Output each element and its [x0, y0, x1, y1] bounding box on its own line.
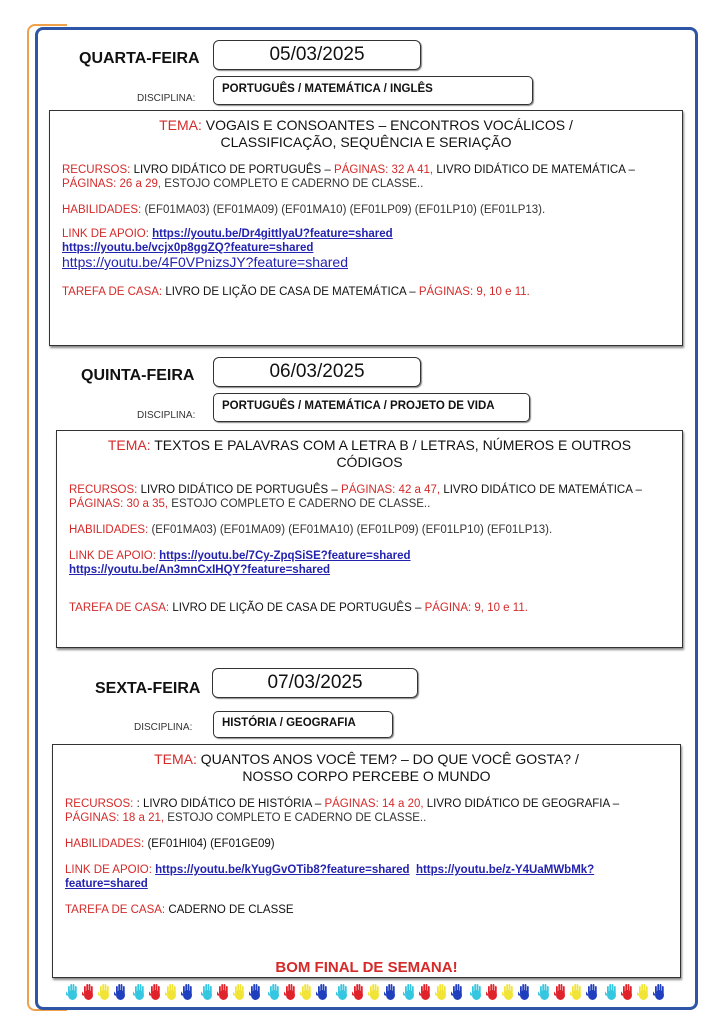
- recursos-pages: PÁGINAS: 14 a 20,: [324, 798, 424, 810]
- hand-print-icon: [653, 983, 666, 1001]
- tarefa-text: LIVRO DE LIÇÃO DE CASA DE MATEMÁTICA –: [165, 286, 416, 298]
- habilidades-text: (EF01MA03) (EF01MA09) (EF01MA10) (EF01LP09) (EF01LP10) (EF01LP13).: [151, 524, 553, 536]
- hand-print-icon: [586, 983, 599, 1001]
- hand-print-icon: [538, 983, 551, 1001]
- support-link[interactable]: https://youtu.be/An3mnCxIHQY?feature=shared: [69, 564, 331, 576]
- hand-print-icon: [149, 983, 162, 1001]
- hand-print-icon: [300, 983, 313, 1001]
- recursos-pages: PÁGINAS: 26 a 29,: [62, 178, 162, 190]
- habilidades: [62, 203, 670, 217]
- recursos-text: LIVRO DIDÁTICO DE PORTUGUÊS –: [133, 164, 331, 176]
- recursos-label: RECURSOS:: [69, 484, 138, 496]
- links: [65, 863, 668, 891]
- tema-line1: VOGAIS E CONSOANTES – ENCONTROS VOCÁLICOS /: [205, 117, 573, 133]
- habilidades: [69, 523, 670, 537]
- hand-print-icon: [502, 983, 515, 1001]
- discipline-box: PORTUGUÊS / MATEMÁTICA / INGLÊS: [213, 76, 533, 105]
- recursos-pages: PÁGINAS: 18 a 21,: [65, 812, 165, 824]
- hand-print-icon: [403, 983, 416, 1001]
- recursos-pages: PÁGINAS: 42 a 47,: [341, 484, 441, 496]
- support-link[interactable]: https://youtu.be/4F0VPnizsJY?feature=shared: [62, 254, 349, 270]
- tema-line2: CÓDIGOS: [336, 454, 403, 470]
- tema-label: TEMA:: [159, 117, 202, 133]
- recursos-text: LIVRO DIDÁTICO DE GEOGRAFIA –: [426, 798, 620, 810]
- recursos-text: : LIVRO DIDÁTICO DE HISTÓRIA –: [136, 798, 322, 810]
- recursos-text: ESTOJO COMPLETO E CADERNO DE CLASSE..: [167, 812, 427, 824]
- tarefa: [62, 285, 670, 299]
- farewell-message: BOM FINAL DE SEMANA!: [275, 959, 458, 976]
- day-label: QUINTA-FEIRA: [81, 367, 195, 384]
- hand-print-icon: [284, 983, 297, 1001]
- hand-border: [66, 983, 666, 1005]
- tema: [65, 751, 668, 785]
- links: [62, 227, 670, 271]
- hand-print-icon: [605, 983, 618, 1001]
- tema-label: TEMA:: [107, 437, 151, 453]
- tarefa-label: TAREFA DE CASA:: [62, 286, 163, 298]
- support-link[interactable]: https://youtu.be/z-Y4UaMWbMk?feature=shared: [65, 864, 595, 890]
- date-box: 05/03/2025: [213, 40, 421, 70]
- habilidades-label: HABILIDADES:: [62, 204, 142, 216]
- hand-print-icon: [114, 983, 127, 1001]
- recursos-pages: PÁGINAS: 32 A 41,: [334, 164, 434, 176]
- discipline-label: DISCIPLINA:: [137, 93, 196, 104]
- recursos: [62, 163, 670, 191]
- recursos-pages: PÁGINAS: 30 a 35,: [69, 498, 169, 510]
- hand-print-icon: [384, 983, 397, 1001]
- link-label: LINK DE APOIO:: [69, 550, 156, 562]
- recursos: [69, 483, 670, 511]
- tema-label: TEMA:: [154, 751, 197, 767]
- habilidades-text: (EF01MA03) (EF01MA09) (EF01MA10) (EF01LP09) (EF01LP10) (EF01LP13).: [144, 204, 546, 216]
- hand-print-icon: [249, 983, 262, 1001]
- discipline-label: DISCIPLINA:: [134, 722, 193, 733]
- hand-print-icon: [368, 983, 381, 1001]
- hand-print-icon: [201, 983, 214, 1001]
- tarefa: [69, 601, 670, 615]
- hand-print-icon: [637, 983, 650, 1001]
- support-link[interactable]: https://youtu.be/7Cy-ZpqSiSE?feature=shared: [159, 550, 411, 562]
- habilidades-label: HABILIDADES:: [69, 524, 149, 536]
- tema-line2: CLASSIFICAÇÃO, SEQUÊNCIA E SERIAÇÃO: [220, 134, 512, 150]
- recursos-text: ESTOJO COMPLETO E CADERNO DE CLASSE..: [171, 498, 431, 510]
- date-box: 07/03/2025: [212, 668, 418, 698]
- hand-print-icon: [82, 983, 95, 1001]
- hand-print-icon: [570, 983, 583, 1001]
- support-link[interactable]: https://youtu.be/vcjx0p8ggZQ?feature=shared: [62, 242, 314, 254]
- habilidades: [65, 837, 668, 851]
- links: [69, 549, 670, 577]
- tema-line1: TEXTOS E PALAVRAS COM A LETRA B / LETRAS, NÚMEROS E OUTROS: [154, 437, 632, 453]
- tema: [62, 117, 670, 151]
- tema-line2: NOSSO CORPO PERCEBE O MUNDO: [242, 768, 491, 784]
- hand-print-icon: [268, 983, 281, 1001]
- hand-print-icon: [554, 983, 567, 1001]
- recursos-text: LIVRO DIDÁTICO DE PORTUGUÊS –: [140, 484, 338, 496]
- hand-print-icon: [181, 983, 194, 1001]
- tarefa: [65, 903, 668, 917]
- tarefa-text: CADERNO DE CLASSE: [168, 904, 294, 916]
- link-label: LINK DE APOIO:: [62, 228, 149, 240]
- lesson-card: [56, 430, 683, 648]
- hand-print-icon: [486, 983, 499, 1001]
- hand-print-icon: [233, 983, 246, 1001]
- recursos-label: RECURSOS:: [62, 164, 131, 176]
- recursos: [65, 797, 668, 825]
- hand-print-icon: [419, 983, 432, 1001]
- recursos-label: RECURSOS:: [65, 798, 134, 810]
- hand-print-icon: [98, 983, 111, 1001]
- recursos-text: ESTOJO COMPLETO E CADERNO DE CLASSE..: [164, 178, 424, 190]
- habilidades-text: (EF01HI04) (EF01GE09): [147, 838, 275, 850]
- hand-print-icon: [518, 983, 531, 1001]
- recursos-text: LIVRO DIDÁTICO DE MATEMÁTICA –: [443, 484, 642, 496]
- lesson-card: [49, 110, 683, 346]
- recursos-text: LIVRO DIDÁTICO DE MATEMÁTICA –: [436, 164, 635, 176]
- day-label: SEXTA-FEIRA: [95, 680, 201, 697]
- tarefa-pages: PÁGINAS: 9, 10 e 11.: [418, 286, 530, 298]
- hand-print-icon: [435, 983, 448, 1001]
- tarefa-label: TAREFA DE CASA:: [65, 904, 166, 916]
- hand-print-icon: [133, 983, 146, 1001]
- date-box: 06/03/2025: [213, 357, 421, 387]
- hand-print-icon: [165, 983, 178, 1001]
- tarefa-label: TAREFA DE CASA:: [69, 602, 170, 614]
- hand-print-icon: [336, 983, 349, 1001]
- discipline-box: PORTUGUÊS / MATEMÁTICA / PROJETO DE VIDA: [213, 393, 530, 422]
- discipline-box: HISTÓRIA / GEOGRAFIA: [213, 711, 393, 738]
- hand-print-icon: [470, 983, 483, 1001]
- hand-print-icon: [316, 983, 329, 1001]
- habilidades-label: HABILIDADES:: [65, 838, 145, 850]
- hand-print-icon: [621, 983, 634, 1001]
- tema: [69, 437, 670, 471]
- hand-print-icon: [352, 983, 365, 1001]
- tarefa-text: LIVRO DE LIÇÃO DE CASA DE PORTUGUÊS –: [172, 602, 422, 614]
- tarefa-pages: PÁGINA: 9, 10 e 11.: [424, 602, 528, 614]
- discipline-label: DISCIPLINA:: [137, 410, 196, 421]
- link-label: LINK DE APOIO:: [65, 864, 152, 876]
- hand-print-icon: [451, 983, 464, 1001]
- support-link[interactable]: https://youtu.be/Dr4gittlyaU?feature=shared: [152, 228, 393, 240]
- hand-print-icon: [217, 983, 230, 1001]
- tema-line1: QUANTOS ANOS VOCÊ TEM? – DO QUE VOCÊ GOSTA? /: [200, 751, 579, 767]
- day-label: QUARTA-FEIRA: [79, 50, 200, 67]
- hand-print-icon: [66, 983, 79, 1001]
- support-link[interactable]: https://youtu.be/kYugGvOTib8?feature=shared: [155, 864, 410, 876]
- lesson-card: [52, 744, 681, 978]
